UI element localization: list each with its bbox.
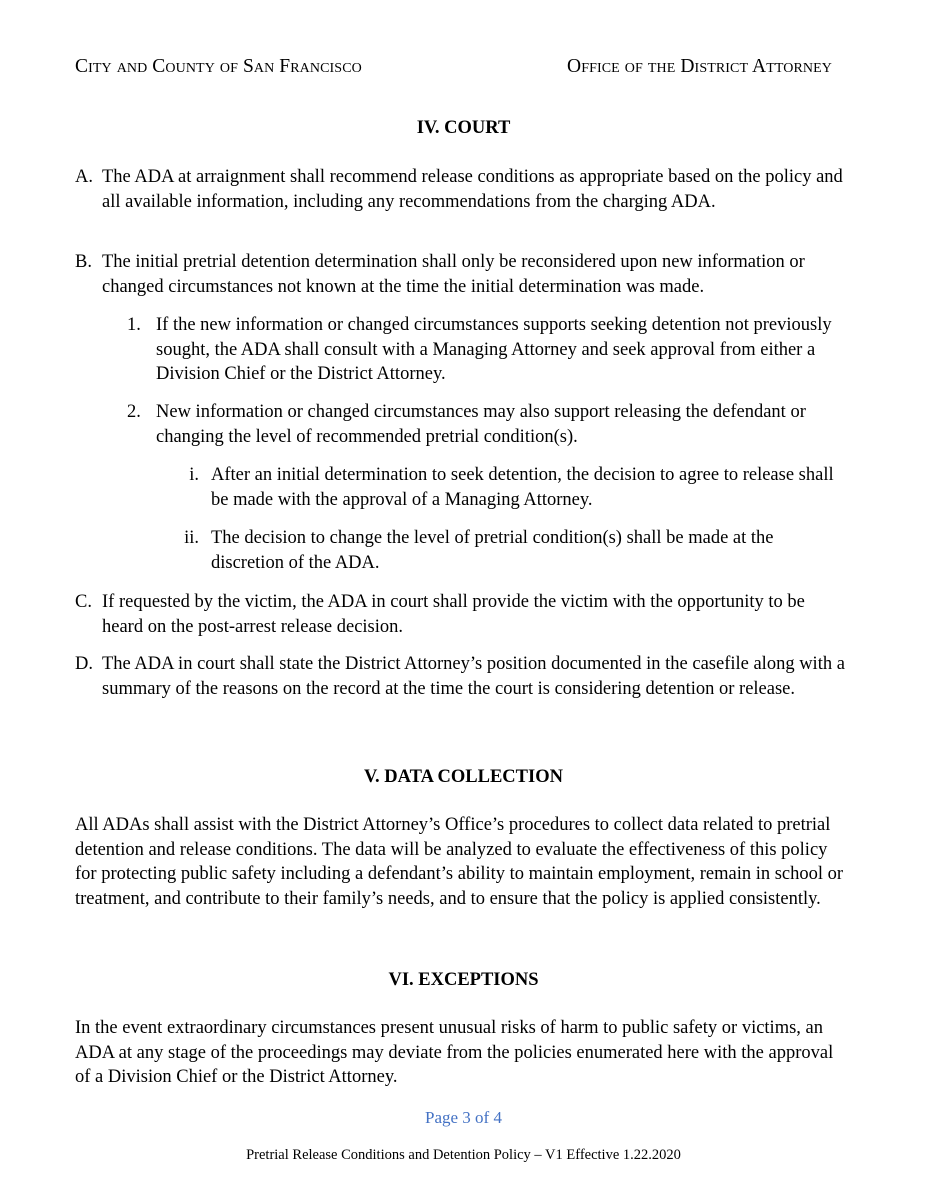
list-marker: 1. xyxy=(127,315,141,335)
list-marker: B. xyxy=(75,252,92,272)
list-item-d xyxy=(75,652,845,701)
list-marker: ii. xyxy=(184,528,199,548)
list-marker: A. xyxy=(75,167,93,187)
list-marker: C. xyxy=(75,592,92,612)
header-left: City and County of San Francisco xyxy=(75,56,362,77)
document-footer: Pretrial Release Conditions and Detention Policy – V1 Effective 1.22.2020 xyxy=(246,1147,681,1163)
header-right: Office of the District Attorney xyxy=(567,56,832,77)
page-number: Page 3 of 4 xyxy=(425,1108,502,1127)
list-item-text: The ADA at arraignment shall recommend release conditions as appropriate based on the policy and all available information, including any recommendations from the charging ADA. xyxy=(102,167,843,212)
list-marker: 2. xyxy=(127,402,141,422)
list-item-b xyxy=(75,250,845,299)
section-title-court: IV. COURT xyxy=(416,118,511,138)
section-title-exceptions: VI. EXCEPTIONS xyxy=(388,970,539,990)
list-item-text: New information or changed circumstances may also support releasing the defendant or changing the level of recommended pretrial condition(s). xyxy=(156,402,806,447)
list-item-a xyxy=(75,165,845,214)
list-item-text: If the new information or changed circumstances supports seeking detention not previously sought, the ADA shall consult with a Managing Attorney and seek approval from either a Division Chief or the District Attorney. xyxy=(156,315,832,384)
list-marker: D. xyxy=(75,654,93,674)
list-item-text: The initial pretrial detention determination shall only be reconsidered upon new information or changed circumstances not known at the time the initial determination was made. xyxy=(102,252,805,297)
list-item-text: If requested by the victim, the ADA in court shall provide the victim with the opportunity to be heard on the post-arrest release decision. xyxy=(102,592,805,637)
list-item-text: After an initial determination to seek detention, the decision to agree to release shall be made with the approval of a Managing Attorney. xyxy=(211,465,834,510)
list-item-c xyxy=(75,590,845,639)
exceptions-paragraph: In the event extraordinary circumstances present unusual risks of harm to public safety or victims, an ADA at any stage of the proceedings may deviate from the policies enumerated here with the approval of a Division Chief or the District Attorney. xyxy=(75,1018,834,1087)
section-title-data-collection: V. DATA COLLECTION xyxy=(364,767,563,787)
list-item-text: The ADA in court shall state the District Attorney’s position documented in the casefile along with a summary of the reasons on the record at the time the court is considering detention or release. xyxy=(102,654,845,699)
list-item-b2i xyxy=(175,463,835,512)
list-item-b2 xyxy=(127,400,832,449)
list-marker: i. xyxy=(189,465,199,485)
list-item-b2ii xyxy=(175,526,835,575)
list-item-b1 xyxy=(127,313,832,387)
list-item-text: The decision to change the level of pretrial condition(s) shall be made at the discretion of the ADA. xyxy=(211,528,774,573)
data-collection-paragraph: All ADAs shall assist with the District Attorney’s Office’s procedures to collect data related to pretrial detention and release conditions. The data will be analyzed to evaluate the effectiveness of this policy for protecting public safety including a defendant’s ability to maintain employment, remain in school or treatment, and contribute to their family’s needs, and to ensure that the policy is applied consistently. xyxy=(75,815,844,909)
document-header xyxy=(75,56,832,78)
